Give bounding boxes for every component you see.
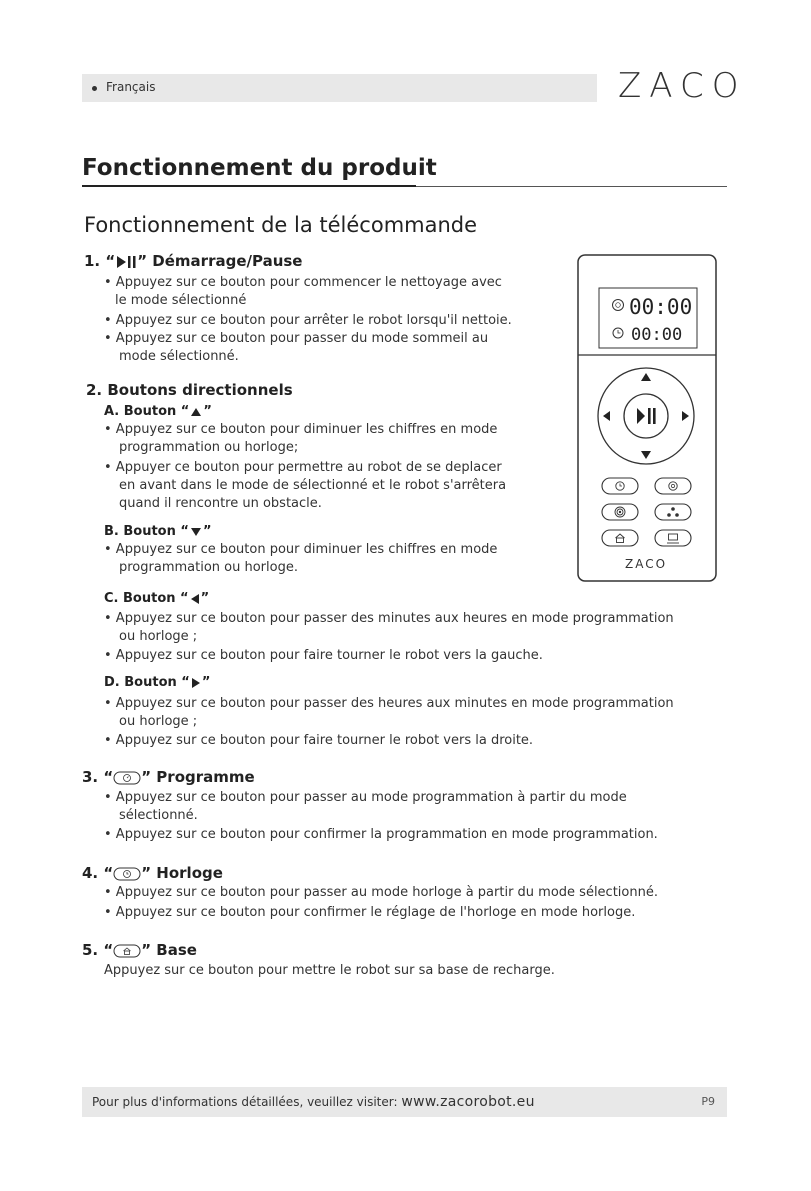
s2b-heading: [104, 524, 212, 539]
footer-text: [92, 1094, 535, 1110]
s3-line: • Appuyez sur ce bouton pour passer au mode programmation à partir du mode: [104, 790, 627, 805]
arrow-left-icon: [189, 593, 201, 605]
s2c-line: • Appuyez sur ce bouton pour passer des minutes aux heures en mode programmation: [104, 611, 674, 626]
s2b-line: programmation ou horloge.: [119, 560, 298, 575]
program-button-icon: [113, 771, 141, 785]
remote-control-illustration: [577, 254, 717, 582]
s2c-line: ou horloge ;: [119, 629, 198, 644]
arrow-up-icon: [189, 406, 203, 418]
s2c-label: C. Bouton “: [104, 591, 189, 606]
clock-button-icon: [113, 867, 141, 881]
s4-heading: [82, 864, 223, 882]
s1-line: le mode sélectionné: [115, 293, 247, 308]
s2c-heading: [104, 591, 209, 606]
pause-bar: [653, 408, 656, 424]
language-bar: [82, 74, 597, 102]
website-link[interactable]: www.zacorobot.eu: [401, 1094, 535, 1110]
s2a-line: programmation ou horloge;: [119, 440, 299, 455]
s2d-line: ou horloge ;: [119, 714, 198, 729]
s2b-line: • Appuyez sur ce bouton pour diminuer les chiffres en mode: [104, 542, 498, 557]
s1-number: 1. “: [84, 252, 116, 270]
bullet-dot: [92, 86, 97, 91]
s2a-close: ”: [203, 404, 212, 419]
s1-heading: [84, 252, 302, 270]
home-button-icon: [113, 944, 141, 958]
s1-line: • Appuyez sur ce bouton pour arrêter le robot lorsqu'il nettoie.: [104, 313, 512, 328]
s2a-line: quand il rencontre un obstacle.: [119, 496, 322, 511]
s5-line: Appuyez sur ce bouton pour mettre le robot sur sa base de recharge.: [104, 963, 555, 978]
s1-line: • Appuyez sur ce bouton pour passer du mode sommeil au: [104, 331, 489, 346]
s2a-label: A. Bouton “: [104, 404, 190, 419]
s2-heading: 2. Boutons directionnels: [86, 381, 293, 399]
s3-number: 3. “: [82, 768, 114, 786]
display-time-2: 00:00: [631, 325, 683, 345]
s2b-label: B. Bouton “: [104, 524, 189, 539]
s1-label: ” Démarrage/Pause: [137, 252, 303, 270]
s4-line: • Appuyez sur ce bouton pour confirmer le réglage de l'horloge en mode horloge.: [104, 905, 636, 920]
arrow-down-icon: [189, 526, 203, 538]
title-underline: [82, 185, 416, 187]
s2a-line: • Appuyer ce bouton pour permettre au robot de se deplacer: [104, 460, 502, 475]
arrow-right-icon: [190, 677, 202, 689]
s1-line: mode sélectionné.: [119, 349, 239, 364]
s2b-close: ”: [202, 524, 212, 539]
s2d-label: D. Bouton “: [104, 675, 190, 690]
remote-brand: ZACO: [624, 557, 668, 571]
s5-label: ” Base: [141, 941, 197, 959]
s3-heading: [82, 768, 255, 786]
s2d-close: ”: [201, 675, 211, 690]
page-number: P9: [701, 1095, 715, 1108]
s2d-line: • Appuyez sur ce bouton pour faire tourner le robot vers la droite.: [104, 733, 534, 748]
s2d-line: • Appuyez sur ce bouton pour passer des heures aux minutes en mode programmation: [104, 696, 674, 711]
footer-label: Pour plus d'informations détaillées, veuillez visiter:: [92, 1095, 402, 1109]
s2d-heading: [104, 675, 210, 690]
s1-line: • Appuyez sur ce bouton pour commencer le nettoyage avec: [104, 275, 502, 290]
language-label: Français: [106, 80, 156, 94]
s4-line: • Appuyez sur ce bouton pour passer au mode horloge à partir du mode sélectionné.: [104, 885, 658, 900]
s5-heading: [82, 941, 197, 959]
s4-number: 4. “: [82, 864, 114, 882]
pause-bar: [648, 408, 651, 424]
s2c-close: ”: [200, 591, 210, 606]
s3-label: ” Programme: [141, 768, 255, 786]
footer-bar: [82, 1087, 727, 1117]
s2c-line: • Appuyez sur ce bouton pour faire tourner le robot vers la gauche.: [104, 648, 543, 663]
s3-line: sélectionné.: [119, 808, 198, 823]
brand-logo: ZACO: [618, 66, 747, 106]
s2a-heading: [104, 404, 212, 419]
page-title: Fonctionnement du produit: [82, 155, 437, 181]
s2a-line: • Appuyez sur ce bouton pour diminuer les chiffres en mode: [104, 422, 498, 437]
section-title: Fonctionnement de la télécommande: [84, 213, 478, 237]
s5-number: 5. “: [82, 941, 114, 959]
title-rule: [416, 186, 727, 187]
s2a-line: en avant dans le mode de sélectionné et le robot s'arrêtera: [119, 478, 507, 493]
display-time-1: 00:00: [629, 295, 693, 319]
s3-line: • Appuyez sur ce bouton pour confirmer la programmation en mode programmation.: [104, 827, 658, 842]
play-pause-icon: [115, 255, 137, 269]
s4-label: ” Horloge: [141, 864, 223, 882]
